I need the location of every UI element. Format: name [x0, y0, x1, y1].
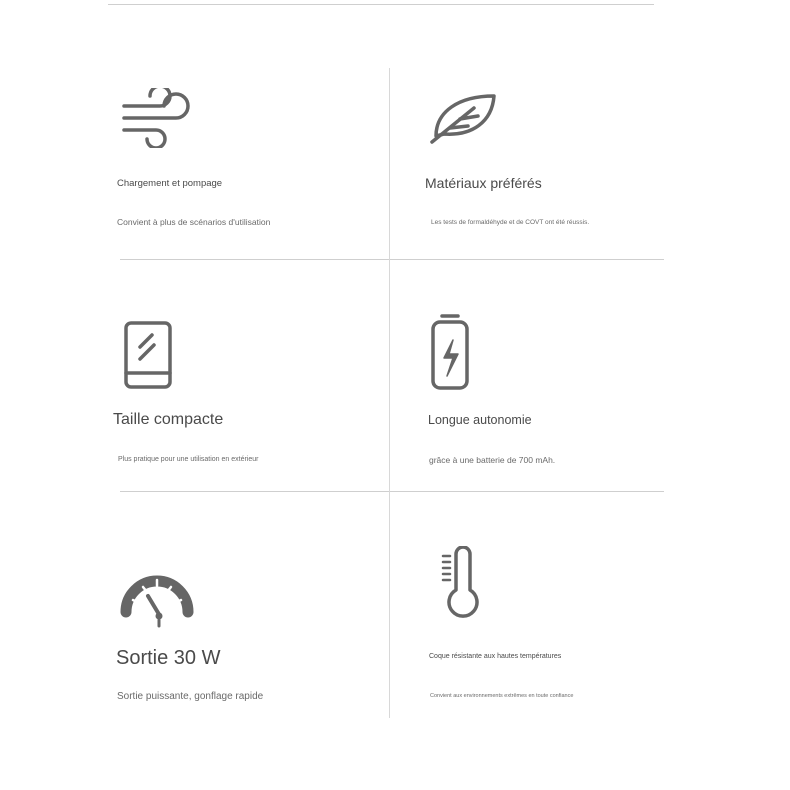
feature-desc: Convient à plus de scénarios d'utilisation: [117, 217, 271, 227]
feature-desc: Sortie puissante, gonflage rapide: [117, 691, 264, 702]
feature-title: Taille compacte: [113, 411, 224, 428]
row-divider-1: [120, 259, 664, 260]
gauge-icon: [120, 574, 194, 630]
feature-title: Matériaux préférés: [425, 175, 542, 191]
feature-title: Longue autonomie: [428, 413, 532, 427]
thermometer-icon: [440, 546, 482, 620]
feature-desc: grâce à une batterie de 700 mAh.: [429, 455, 556, 465]
battery-icon: [430, 314, 470, 392]
feature-desc: Convient aux environnements extrêmes en toute confiance: [430, 693, 574, 699]
feature-title: Chargement et pompage: [117, 178, 223, 189]
leaf-icon: [428, 92, 500, 144]
feature-title: Coque résistante aux hautes températures: [429, 653, 562, 660]
wind-icon: [122, 88, 194, 148]
feature-title: Sortie 30 W: [116, 647, 221, 669]
row-divider-2: [120, 491, 664, 492]
column-divider: [389, 68, 390, 718]
top-divider: [108, 4, 654, 5]
feature-desc: Les tests de formaldéhyde et de COVT ont été réussis.: [431, 219, 590, 226]
phone-icon: [124, 321, 174, 391]
feature-desc: Plus pratique pour une utilisation en extérieur: [118, 456, 259, 463]
